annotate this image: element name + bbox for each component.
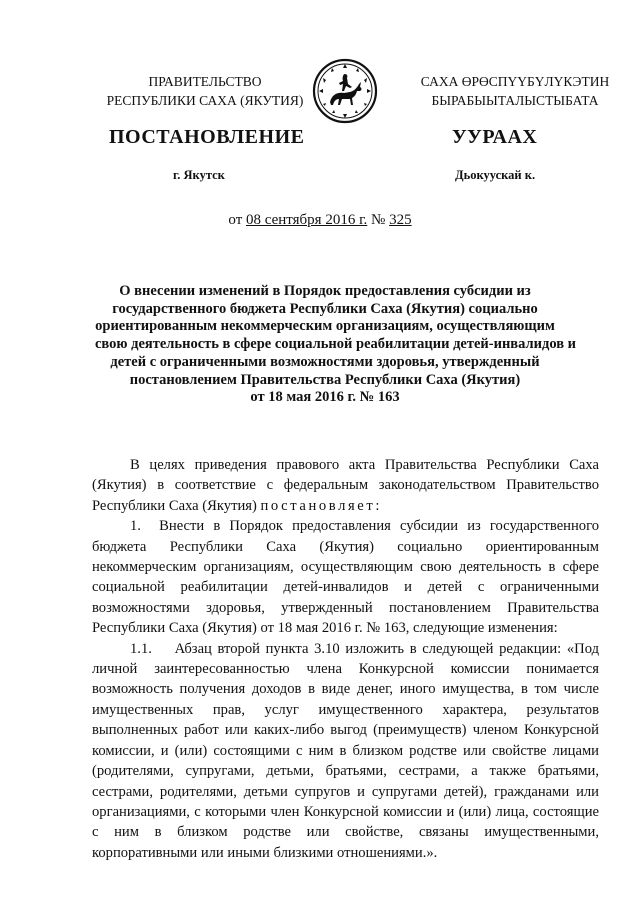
header-right-line2: БЫРАБЫЫТАЛЫСТЫБАТА	[431, 93, 599, 108]
heading-line: О внесении изменений в Порядок предоставления субсидии из	[119, 283, 531, 299]
item-number: 1.	[130, 518, 141, 535]
header-right-block	[395, 72, 635, 110]
heading-line: государственного бюджета Республики Саха (Якутия) социально	[112, 300, 538, 317]
item-text: Внести в Порядок предоставления субсидии из государственного бюджета Республики Саха (Якутия) социально ориентированным некоммерческим организациям, осуществляющим свою деятельность в сфере социальной реабилитации детей-инвалидов и детей с ограниченными возможностями здоровья, утвержденный постановлением Правительства Республики Саха (Якутия) от 18 мая 2016 г. № 163, следующие изменения:	[92, 518, 600, 637]
heading-line: детей с ограниченными возможностями здоровья, утвержденный	[110, 353, 540, 370]
document-heading	[95, 283, 577, 407]
heading-line: ориентированным некоммерческим организациям, осуществляющим	[95, 318, 555, 335]
dateline-prefix: от	[228, 212, 246, 228]
header-left-line2: РЕСПУБЛИКИ САХА (ЯКУТИЯ)	[106, 93, 304, 108]
item-text: Абзац второй пункта 3.10 изложить в следующей редакции: «Под личной заинтересованностью члена Конкурсной комиссии понимается возможность получения доходов в виде денег, иного имущества, в том числе имущественных прав, услуг имущественного характера, результатов выполненных работ или каких-либо выгод (преимуществ) членом Конкурсной комиссии, и (или) состоящими с ним в близком родстве или свойстве лицами (родителями, супругами, детьми, братьями, сестрами, а также братьями, сестрами, родителями, детьми супругов и супругами детей), гражданами или организациями, с которыми член Конкурсной комиссии и (или) лица, состоящие с ним в близком родстве или свойстве, связаны имущественными, корпоративными или иными близкими отношениями.».	[92, 640, 600, 861]
document-type-title-sakha: УУРААХ	[452, 126, 538, 148]
preamble-colon: :	[375, 497, 380, 514]
body-paragraph-preamble	[92, 455, 599, 516]
city-label-sakha: Дьокуускай к.	[455, 168, 536, 182]
heading-line: свою деятельность в сфере социальной реабилитации детей-инвалидов и	[95, 336, 577, 353]
city-label-ru: г. Якутск	[173, 168, 225, 182]
header-left-block	[85, 72, 325, 110]
header-right-line1: САХА ӨРӨСПҮҮБҮЛҮКЭТИН	[420, 74, 610, 89]
dateline-number-label: №	[367, 212, 390, 228]
item-number: 1.1.	[130, 640, 152, 657]
sakha-coat-of-arms-icon	[312, 58, 378, 124]
resolve-word: постановляет	[260, 497, 376, 514]
document-dateline	[0, 212, 640, 229]
document-date: 08 сентября 2016 г.	[246, 212, 368, 228]
preamble-text: В целях приведения правового акта Правительства Республики Саха (Якутия) в соответствие с федеральным законодательством Правительство Республики Саха (Якутия)	[92, 457, 599, 514]
document-body	[92, 455, 599, 863]
body-paragraph-item-1-1	[92, 639, 599, 863]
heading-line: постановлением Правительства Республики Саха (Якутия)	[129, 371, 521, 388]
body-paragraph-item-1	[92, 516, 599, 638]
header-left-line1: ПРАВИТЕЛЬСТВО	[148, 74, 262, 89]
heading-line: от 18 мая 2016 г. № 163	[250, 389, 400, 406]
document-type-title-ru: ПОСТАНОВЛЕНИЕ	[109, 126, 305, 148]
document-number: 325	[389, 212, 412, 228]
